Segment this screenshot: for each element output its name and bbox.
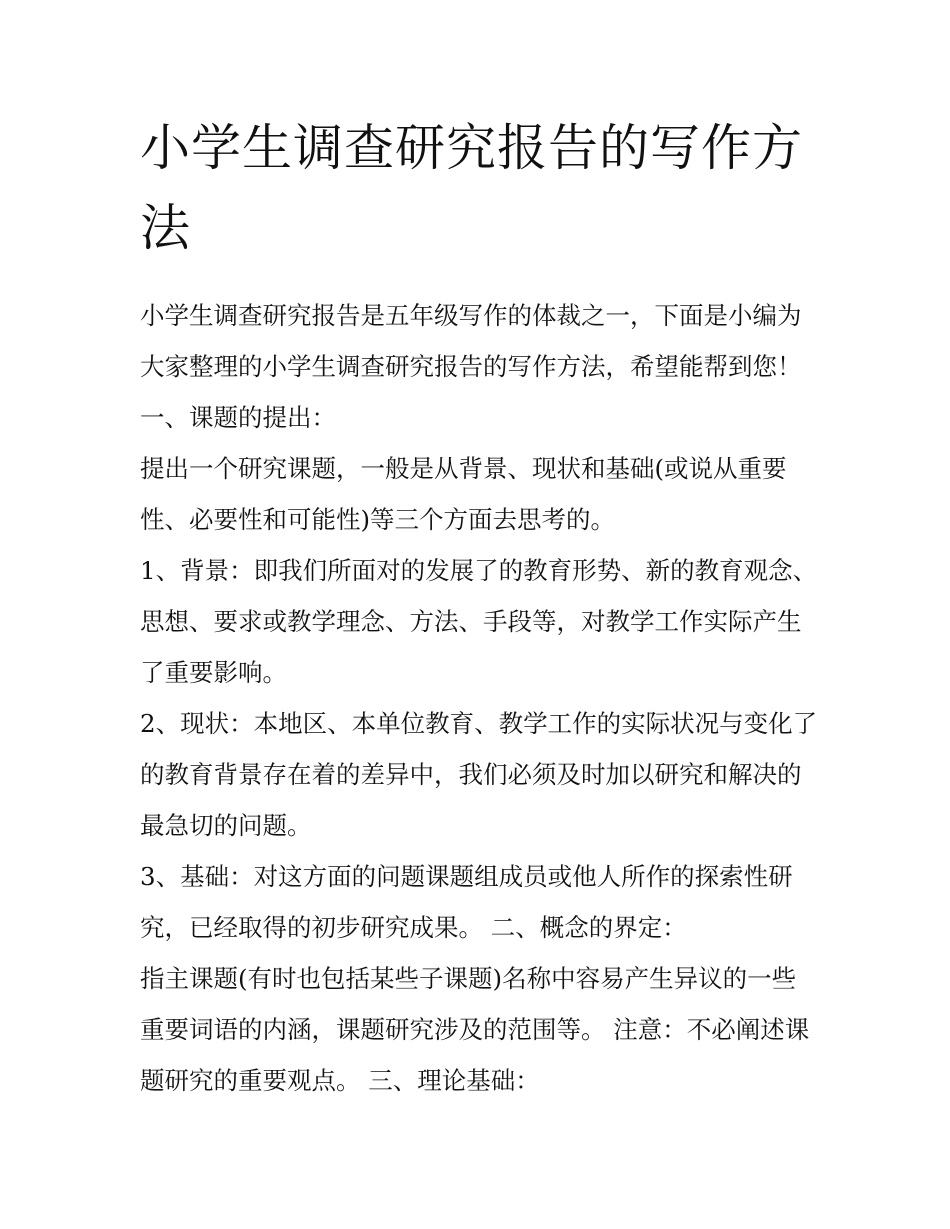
- intro-paragraph: 小学生调查研究报告是五年级写作的体裁之一，下面是小编为大家整理的小学生调查研究报告的写作方法，希望能帮到您！: [140, 301, 802, 381]
- background-paragraph: 1、背景：即我们所面对的发展了的教育形势、新的教育观念、思想、要求或教学理念、方法、手段等，对教学工作实际产生了重要影响。: [140, 556, 818, 687]
- topic-paragraph: 提出一个研究课题，一般是从背景、现状和基础(或说从重要性、必要性和可能性)等三个方面去思考的。: [140, 454, 787, 534]
- document-title: 小学生调查研究报告的写作方法: [140, 119, 803, 257]
- status-paragraph: 2、现状：本地区、本单位教育、教学工作的实际状况与变化了的教育背景存在着的差异中，我们必须及时加以研究和解决的最急切的问题。: [140, 709, 818, 840]
- foundation-paragraph: 3、基础：对这方面的问题课题组成员或他人所作的探索性研究，已经取得的初步研究成果。 二、概念的界定：: [140, 862, 793, 942]
- document-body: [140, 290, 820, 1106]
- section-heading-topic: 一、课题的提出：: [140, 403, 336, 432]
- definition-paragraph: 指主课题(有时也包括某些子课题)名称中容易产生异议的一些重要词语的内涵，课题研究涉及的范围等。 注意：不必阐述课题研究的重要观点。 三、理论基础：: [140, 964, 810, 1095]
- document-content: [140, 108, 820, 1106]
